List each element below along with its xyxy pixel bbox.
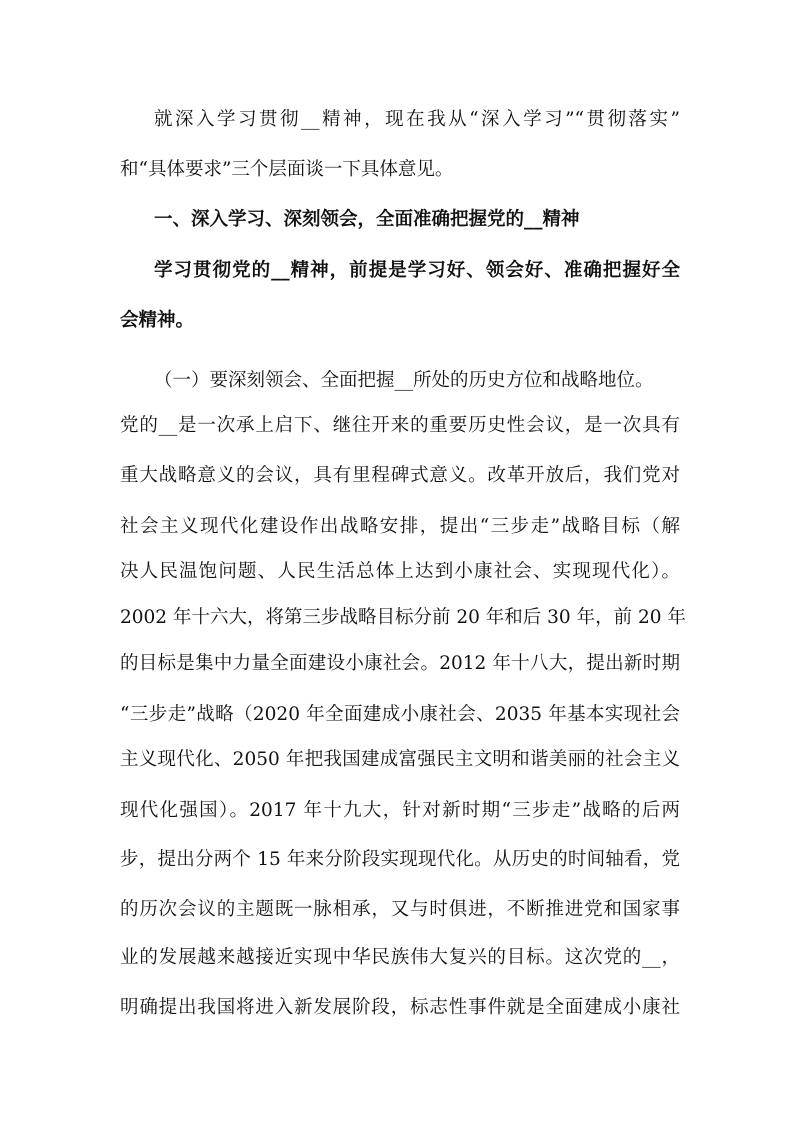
- body-line-6: 的目标是集中力量全面建设小康社会。2012 年十八大，提出新时期: [120, 653, 680, 674]
- body-line-11: 的历次会议的主题既一脉相承，又与时俱进，不断推进党和国家事: [120, 899, 680, 920]
- intro-paragraph-line-2: 和“具体要求”三个层面谈一下具体意见。: [120, 159, 454, 180]
- bold-paragraph-line-1: 学习贯彻党的__精神，前提是学习好、领会好、准确把握好全: [154, 260, 680, 281]
- body-line-4: 决人民温饱问题、人民生活总体上达到小康社会、实现现代化）。: [120, 561, 680, 582]
- intro-paragraph-line-1: 就深入学习贯彻__精神，现在我从“深入学习”“贯彻落实”: [154, 109, 680, 130]
- body-line-10: 步，提出分两个 15 年来分阶段实现现代化。从历史的时间轴看，党: [120, 849, 680, 870]
- subsection-heading: （一）要深刻领会、全面把握__所处的历史方位和战略地位。: [154, 370, 654, 391]
- body-line-7: “三步走”战略（2020 年全面建成小康社会、2035 年基本实现社会: [120, 704, 680, 725]
- section-heading: 一、深入学习、深刻领会，全面准确把握党的__精神: [154, 209, 580, 230]
- bold-paragraph-line-2: 会精神。: [120, 310, 195, 331]
- body-line-13: 明确提出我国将进入新发展阶段，标志性事件就是全面建成小康社: [120, 997, 680, 1018]
- body-line-1: 党的__是一次承上启下、继往开来的重要历史性会议，是一次具有: [120, 415, 680, 436]
- body-line-9: 现代化强国）。2017 年十九大，针对新时期“三步走”战略的后两: [120, 800, 680, 821]
- body-line-3: 社会主义现代化建设作出战略安排，提出“三步走”战略目标（解: [120, 516, 680, 537]
- body-line-5: 2002 年十六大，将第三步战略目标分前 20 年和后 30 年，前 20 年: [120, 607, 686, 628]
- body-line-8: 主义现代化、2050 年把我国建成富强民主文明和谐美丽的社会主义: [120, 749, 680, 770]
- body-line-12: 业的发展越来越接近实现中华民族伟大复兴的目标。这次党的__，: [120, 947, 680, 968]
- body-line-2: 重大战略意义的会议，具有里程碑式意义。改革开放后，我们党对: [120, 465, 680, 486]
